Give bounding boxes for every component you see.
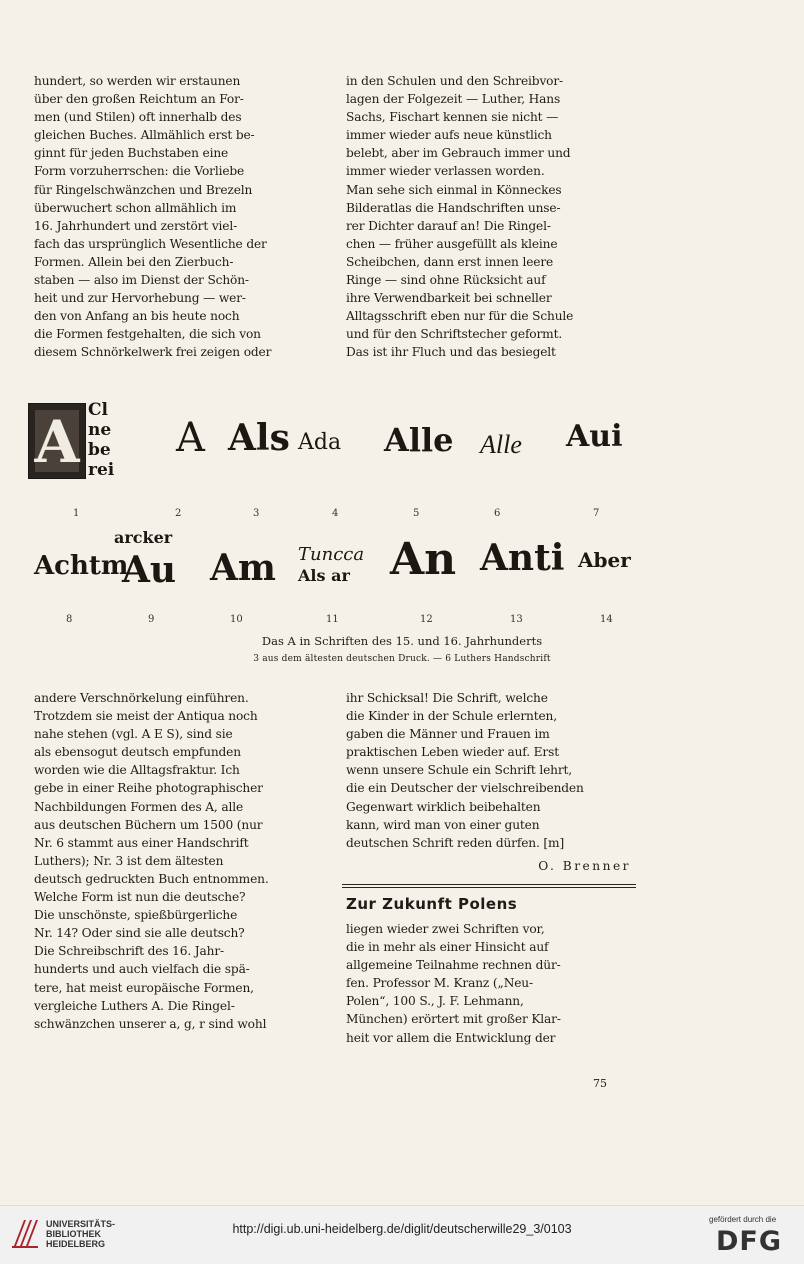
sample-12: An xyxy=(390,534,457,585)
document-url-link[interactable]: http://digi.ub.uni-heidelberg.de/diglit/deutscherwille29_3/0103 xyxy=(232,1222,572,1236)
num-4: 4 xyxy=(332,508,339,519)
page-number: 75 xyxy=(593,1077,607,1090)
sample-5: Alle xyxy=(384,421,454,459)
sample-11: Tuncca xyxy=(298,544,365,565)
sample-8: Achtm xyxy=(34,551,129,581)
num-13: 13 xyxy=(510,614,523,625)
num-8: 8 xyxy=(66,614,73,625)
sample-4: Ada xyxy=(298,430,342,455)
figure-caption: Das A in Schriften des 15. und 16. Jahrhunderts xyxy=(261,634,543,648)
sample-10: Am xyxy=(210,547,277,589)
article-body: liegen wieder zwei Schriften vor, die in mehr als einer Hinsicht auf allgemeine Teilnahme rechnen dür- fen. Professor M. Kranz („Neu- Polen“, 100 S., J. F. Lehmann, München) erörtert mit großer Klar- heit vor allem die Entwicklung der xyxy=(346,922,561,1045)
num-2: 2 xyxy=(175,508,182,519)
num-6: 6 xyxy=(494,508,501,519)
dfg-logo[interactable]: DFG xyxy=(716,1226,783,1257)
text-column-top-right: in den Schulen und den Schreibvor- lagen der Folgezeit — Luther, Hans Sachs, Fischart kennen sie nicht — immer wieder aufs neue künstlich belebt, aber im Gebrauch immer und immer wieder verlassen worden. Man sehe sich einmal in Könneckes Bilderatlas die Handschriften unse- rer Dichter darauf an! Die Ringel- chen — früher ausgefüllt als kleine Scheibchen, dann erst innen leere Ringe — sind ohne Rücksicht auf ihre Verwendbarkeit bei schneller Alltagsschrift eben nur für die Schule und für den Schriftstecher geformt. Das ist ihr Fluch und das besiegelt xyxy=(346,74,574,360)
sample-3: Als xyxy=(228,417,290,459)
num-11: 11 xyxy=(326,614,339,625)
article-title: Zur Zukunft Polens xyxy=(346,895,518,913)
num-7: 7 xyxy=(593,508,600,519)
sample-13: Anti xyxy=(480,537,565,579)
num-14: 14 xyxy=(600,614,613,625)
num-12: 12 xyxy=(420,614,433,625)
author-signature: O. Brenner xyxy=(538,859,631,873)
sample-14: Aber xyxy=(578,548,631,572)
num-10: 10 xyxy=(230,614,243,625)
sample-7: Aui xyxy=(566,419,623,454)
num-3: 3 xyxy=(253,508,260,519)
decorated-initial: A xyxy=(28,403,86,479)
sample-2: A xyxy=(176,415,205,461)
sample-9: Au xyxy=(122,549,177,591)
section-rule-2 xyxy=(342,887,636,888)
library-logo-text[interactable]: UNIVERSITÄTS- BIBLIOTHEK HEIDELBERG xyxy=(46,1219,116,1249)
text-column-top-left: hundert, so werden wir erstaunen über den großen Reichtum an For- men (und Stilen) oft innerhalb des gleichen Buches. Allmählich erst be- ginnt für jeden Buchstaben eine Form vorzuherrschen: die Vorliebe für Ringelschwänzchen und Brezeln überwuchert schon allmählich im 16. Jahrhundert und zerstört viel- fach das ursprünglich Wesentliche der Formen. Allein bei den Zierbuch- staben — also im Dienst der Schön- heit und zur Hervorhebung — wer- den von Anfang an bis heute noch die Formen festgehalten, die sich von diesem Schnörkelwerk frei zeigen oder xyxy=(34,74,272,360)
num-5: 5 xyxy=(413,508,420,519)
sample-6: Alle xyxy=(480,430,522,459)
text-column-bottom-left: andere Verschnörkelung einführen. Trotzdem sie meist der Antiqua noch nahe stehen (vgl. A E S), sind sie als ebensogut deutsch empfunden worden wie die Alltagsfraktur. Ich gebe in einer Reihe photographischer Nachbildungen Formen des A, alle aus deutschen Büchern um 1500 (nur Nr. 6 stammt aus einer Handschrift Luthers); Nr. 3 ist dem ältesten deutsch gedruckten Buch entnommen. Welche Form ist nun die deutsche? Die unschönste, spießbürgerliche Nr. 14? Oder sind sie alle deutsch? Die Schreibschrift des 16. Jahr- hunderts und auch vielfach die spä- tere, hat meist europäische Formen, vergleiche Luthers A. Die Ringel- schwänzchen unserer a, g, r sind wohl xyxy=(34,691,269,1031)
letter-a-figure xyxy=(0,390,804,675)
sample-1-text: Cl ne be rei xyxy=(88,400,115,480)
funding-note: gefördert durch die xyxy=(709,1215,777,1224)
sample-9-above: arcker xyxy=(114,528,173,547)
num-9: 9 xyxy=(148,614,155,625)
figure-subcaption: 3 aus dem ältesten deutschen Druck. — 6 Luthers Handschrift xyxy=(253,654,551,664)
text-column-bottom-right: ihr Schicksal! Die Schrift, welche die Kinder in der Schule erlernten, gaben die Männer und Frauen im praktischen Leben wieder auf. Erst wenn unsere Schule ein Schrift lehrt, die ein Deutscher der vielschreibenden Gegenwart wirklich beibehalten kann, wird man von einer guten deutschen Schrift reden dürfen. [m] xyxy=(346,691,584,850)
sample-11-below: Als ar xyxy=(298,566,350,585)
section-rule xyxy=(342,884,636,885)
num-1: 1 xyxy=(73,508,80,519)
footer-bar xyxy=(0,1205,804,1264)
